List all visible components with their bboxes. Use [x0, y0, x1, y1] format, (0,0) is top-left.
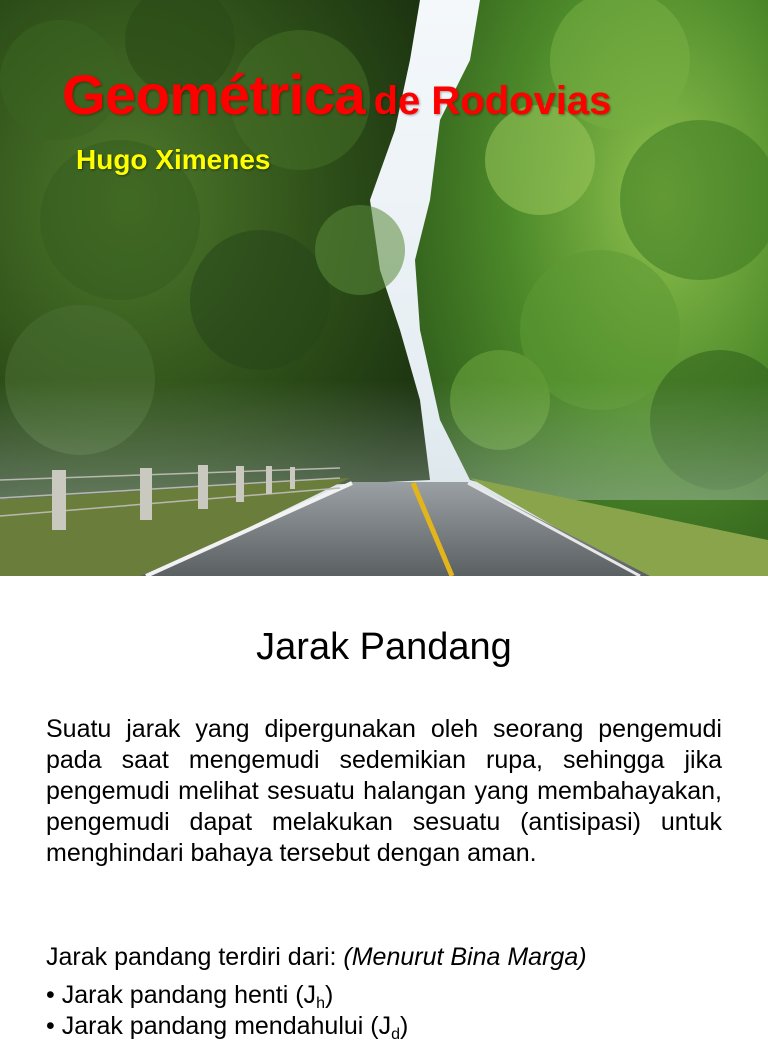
slide-title: Jarak Pandang — [256, 626, 512, 668]
bullet-glyph: • — [46, 1012, 55, 1040]
types-list — [46, 980, 722, 1042]
list-item — [46, 1011, 722, 1042]
types-intro-text: Jarak pandang terdiri dari: — [46, 943, 344, 971]
content-slide — [0, 576, 768, 1043]
cover-title-main: Geométrica — [62, 63, 366, 126]
types-intro-source: (Menurut Bina Marga) — [343, 943, 587, 971]
list-item-text: Jarak pandang mendahului (J — [61, 1012, 392, 1040]
list-item-sub: h — [316, 995, 325, 1012]
cover-title-rest: de Rodovias — [373, 79, 612, 123]
types-intro — [46, 942, 722, 973]
list-item-close: ) — [324, 981, 334, 1009]
definition-paragraph: Suatu jarak yang dipergunakan oleh seorang pengemudi pada saat mengemudi sedemikian rupa, sehingga jika pengemudi melihat sesuatu halangan yang membahayakan, pengemudi dapat melakukan sesuatu (antisipasi) untuk menghindari bahaya tersebut dengan aman. — [46, 715, 722, 867]
cover-title — [62, 62, 611, 127]
list-item-sub: d — [391, 1026, 401, 1043]
cover-author: Hugo Ximenes — [76, 144, 271, 175]
list-item-close: ) — [400, 1012, 409, 1040]
bullet-glyph: • — [46, 981, 55, 1009]
list-item-text: Jarak pandang henti (J — [61, 981, 317, 1009]
list-item — [46, 980, 722, 1011]
